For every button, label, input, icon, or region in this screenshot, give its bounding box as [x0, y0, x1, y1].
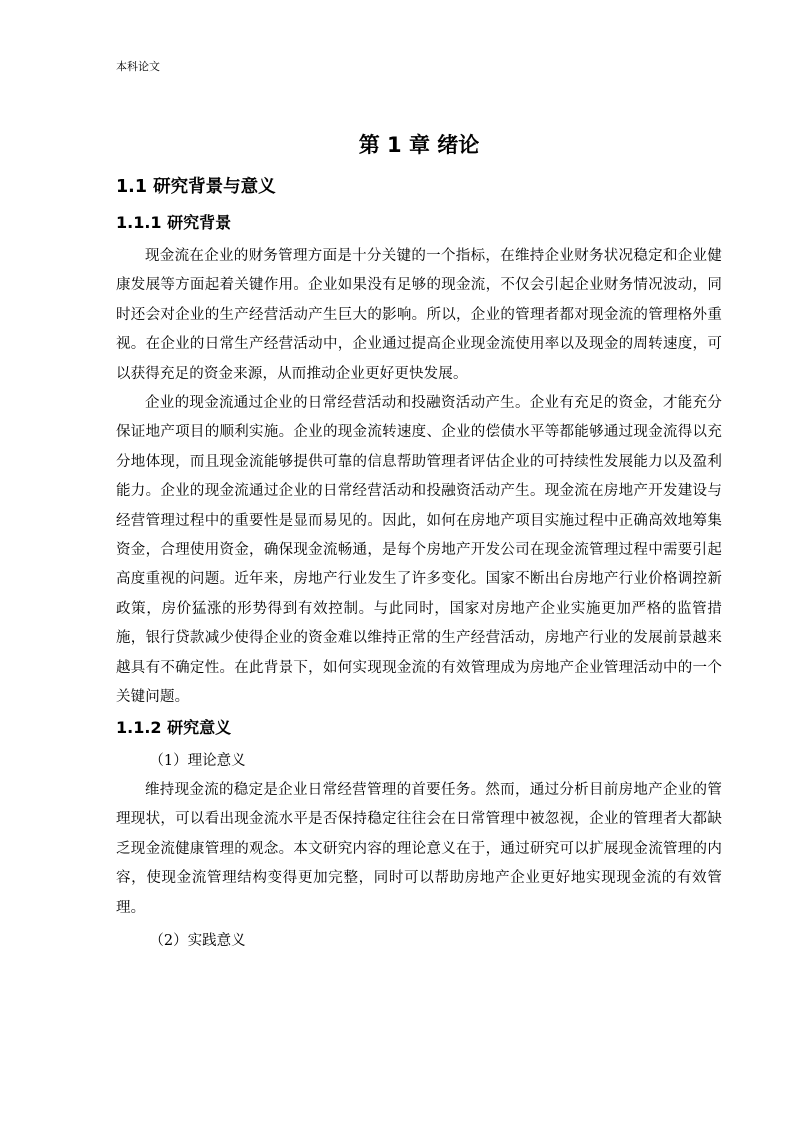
item-label-theory: （1）理论意义 [149, 752, 246, 769]
background-paragraph-1: 现金流在企业的财务管理方面是十分关键的一个指标，在维持企业财务状况稳定和企业健康发展等方面起着关键作用。企业如果没有足够的现金流，不仅会引起企业财务情况波动，同时还会对企业的生产经营活动产生巨大的影响。所以，企业的管理者都对现金流的管理格外重视。在企业的日常生产经营活动中，企业通过提高企业现金流使用率以及现金的周转速度，可以获得充足的资金来源，从而推动企业更好更快发展。 [116, 248, 722, 382]
background-paragraph-2: 企业的现金流通过企业的日常经营活动和投融资活动产生。企业有充足的资金，才能充分保证地产项目的顺利实施。企业的现金流转速度、企业的偿债水平等都能够通过现金流得以充分地体现，而且现金流能够提供可靠的信息帮助管理者评估企业的可持续性发展能力以及盈利能力。企业的现金流通过企业的日常经营活动和投融资活动产生。现金流在房地产开发建设与经营管理过程中的重要性是显而易见的。因此，如何在房地产项目实施过程中正确高效地筹集资金，合理使用资金，确保现金流畅通，是每个房地产开发公司在现金流管理过程中需要引起高度重视的问题。近年来，房地产行业发生了许多变化。国家不断出台房地产行业价格调控新政策，房价猛涨的形势得到有效控制。与此同时，国家对房地产企业实施更加严格的监管措施，银行贷款减少使得企业的资金难以维持正常的生产经营活动，房地产行业的发展前景越来越具有不确定性。在此背景下，如何实现现金流的有效管理成为房地产企业管理活动中的一个关键问题。 [116, 395, 722, 706]
chapter-title: 第 1 章 绪论 [358, 133, 480, 157]
subsection-heading-1-1-2: 1.1.2 研究意义 [116, 717, 232, 737]
item-label-practice: （2）实践意义 [149, 932, 246, 949]
theory-paragraph: 维持现金流的稳定是企业日常经营管理的首要任务。然而，通过分析目前房地产企业的管理现状，可以看出现金流水平是否保持稳定往往会在日常管理中被忽视，企业的管理者大都缺乏现金流健康管理的观念。本文研究内容的理论意义在于，通过研究可以扩展现金流管理的内容，使现金流管理结构变得更加完整，同时可以帮助房地产企业更好地实现现金流的有效管理。 [116, 781, 722, 916]
section-heading-1-1: 1.1 研究背景与意义 [116, 177, 276, 197]
body-content [116, 128, 722, 956]
subsection-heading-1-1-1: 1.1.1 研究背景 [116, 213, 232, 232]
running-header: 本科论文 [116, 60, 160, 73]
